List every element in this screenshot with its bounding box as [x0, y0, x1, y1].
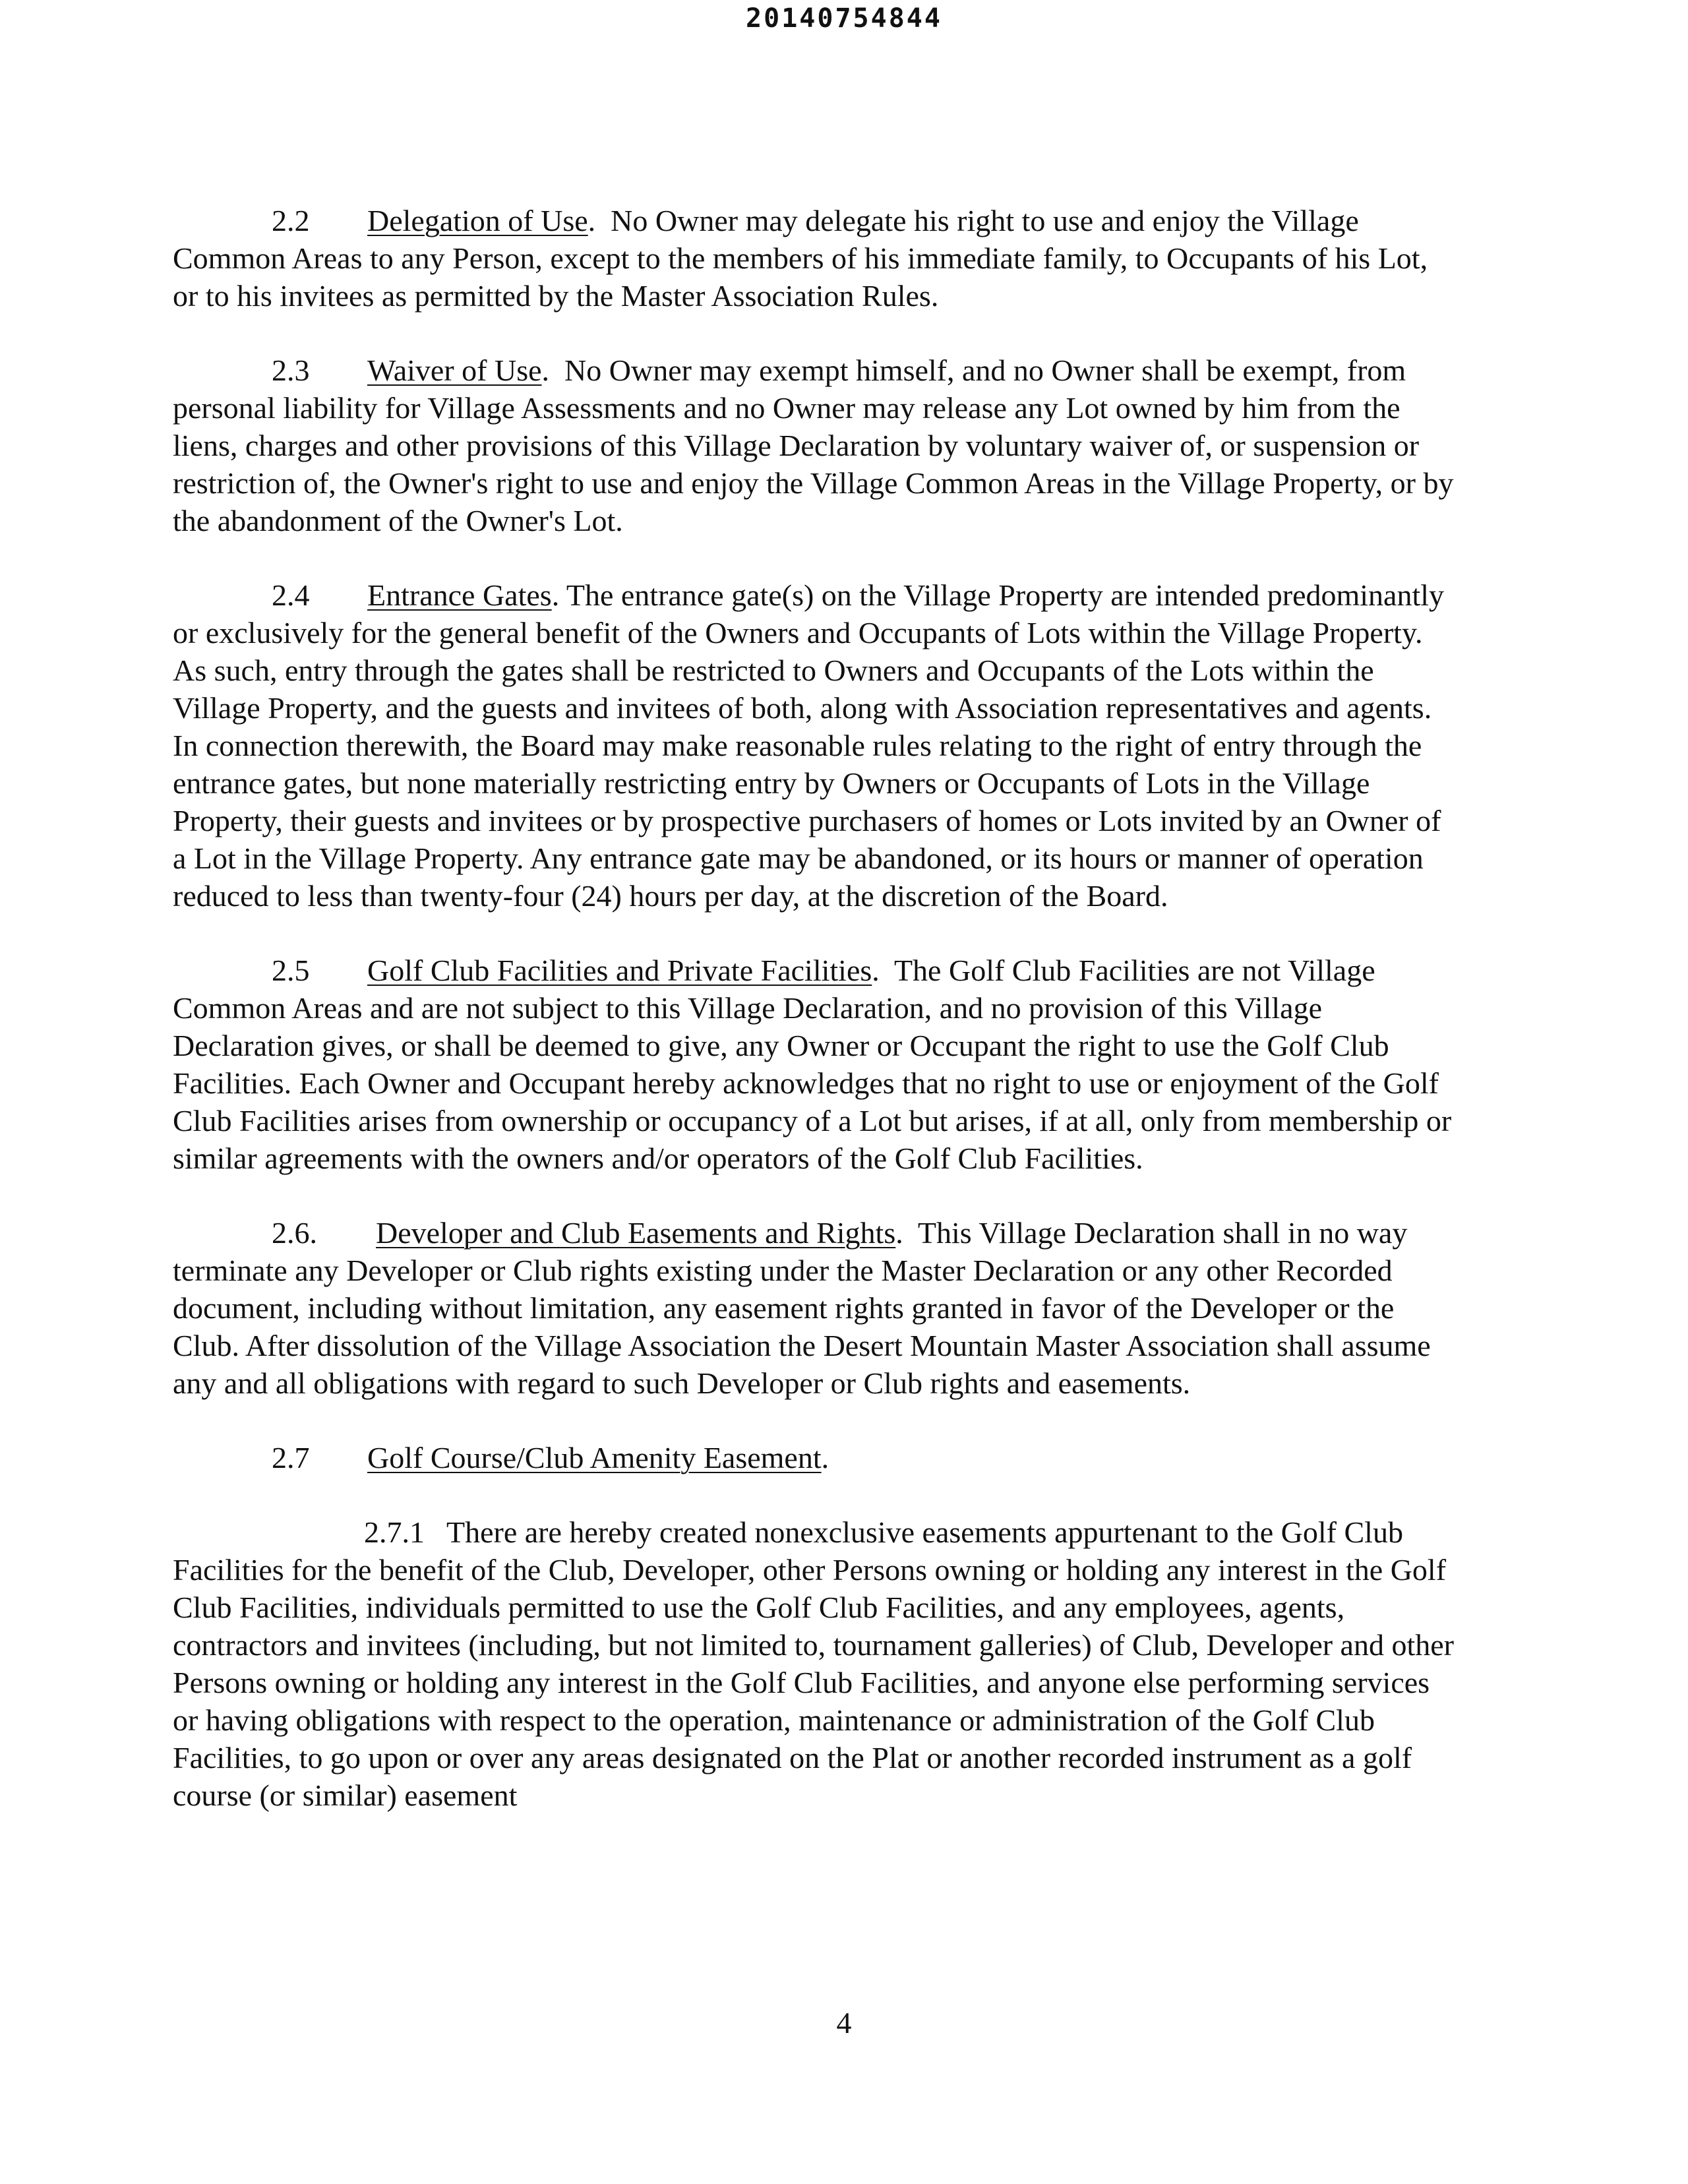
document-number: 20140754844 [746, 3, 942, 34]
section-2-5: 2.5 Golf Club Facilities and Private Facilities. The Golf Club Facilities are not Village Common Areas and are not subject to this Village Declaration, and no provision of this Village Declaration gives, or shall be deemed to give, any Owner or Occupant the right to use the Golf Club Facilities. Each Owner and Occupant hereby acknowledges that no right to use or enjoyment of the Golf Club Facilities arises from ownership or occupancy of a Lot but arises, if at all, only from membership or similar agreements with the owners and/or operators of the Golf Club Facilities. [173, 952, 1459, 1177]
section-2-3: 2.3 Waiver of Use. No Owner may exempt himself, and no Owner shall be exempt, from personal liability for Village Assessments and no Owner may release any Lot owned by him from the liens, charges and other provisions of this Village Declaration by voluntary waiver of, or suspension or restriction of, the Owner's right to use and enjoy the Village Common Areas in the Village Property, or by the abandonment of the Owner's Lot. [173, 351, 1459, 539]
section-heading: Entrance Gates [367, 578, 552, 612]
section-heading: Developer and Club Easements and Rights [376, 1216, 896, 1250]
section-text: The entrance gate(s) on the Village Property are intended predominantly or exclusively for the general benefit of the Owners and Occupants of Lots within the Village Property. As such, entry through the gates shall be restricted to Owners and Occupants of the Lots within the Village Property, and the guests and invitees of both, along with Association representatives and agents. In connection therewith, the Board may make reasonable rules relating to the right of entry through the entrance gates, but none materially restricting entry by Owners or Occupants of Lots in the Village Property, their guests and invitees or by prospective purchasers of homes or Lots invited by an Owner of a Lot in the Village Property. Any entrance gate may be abandoned, or its hours or manner of operation reduced to less than twenty-four (24) hours per day, at the discretion of the Board. [173, 578, 1445, 913]
section-number: 2.3 [272, 353, 310, 387]
section-2-4: 2.4 Entrance Gates. The entrance gate(s) on the Village Property are intended predominantly or exclusively for the general benefit of the Owners and Occupants of Lots within the Village Property. As such, entry through the gates shall be restricted to Owners and Occupants of the Lots within the Village Property, and the guests and invitees of both, along with Association representatives and agents. In connection therewith, the Board may make reasonable rules relating to the right of entry through the entrance gates, but none materially restricting entry by Owners or Occupants of Lots in the Village Property, their guests and invitees or by prospective purchasers of homes or Lots invited by an Owner of a Lot in the Village Property. Any entrance gate may be abandoned, or its hours or manner of operation reduced to less than twenty-four (24) hours per day, at the discretion of the Board. [173, 576, 1459, 915]
document-body [173, 202, 1459, 1851]
subsection-text: There are hereby created nonexclusive easements appurtenant to the Golf Club Facilities for the benefit of the Club, Developer, other Persons owning or holding any interest in the Golf Club Facilities, individuals permitted to use the Golf Club Facilities, and any employees, agents, contractors and invitees (including, but not limited to, tournament galleries) of Club, Developer and other Persons owning or holding any interest in the Golf Club Facilities, and anyone else performing services or having obligations with respect to the operation, maintenance or administration of the Golf Club Facilities, to go upon or over any areas designated on the Plat or another recorded instrument as a golf course (or similar) easement [173, 1515, 1454, 1812]
section-text: No Owner may delegate his right to use and enjoy the Village Common Areas to any Person, except to the members of his immediate family, to Occupants of his Lot, or to his invitees as permitted by the Master Association Rules. [173, 204, 1428, 313]
subsection-2-7-1 [173, 1513, 1459, 1814]
section-heading: Golf Club Facilities and Private Facilities [367, 954, 872, 987]
section-number: 2.6. [272, 1216, 317, 1250]
section-text: The Golf Club Facilities are not Village Common Areas and are not subject to this Village Declaration, and no provision of this Village Declaration gives, or shall be deemed to give, any Owner or Occupant the right to use the Golf Club Facilities. Each Owner and Occupant hereby acknowledges that no right to use or enjoyment of the Golf Club Facilities arises from ownership or occupancy of a Lot but arises, if at all, only from membership or similar agreements with the owners and/or operators of the Golf Club Facilities. [173, 954, 1452, 1175]
subsection-number: 2.7.1 [364, 1515, 425, 1549]
section-number: 2.7 [272, 1441, 310, 1474]
section-number: 2.5 [272, 954, 310, 987]
page-number: 4 [836, 2006, 852, 2040]
section-text: No Owner may exempt himself, and no Owner shall be exempt, from personal liability for Village Assessments and no Owner may release any Lot owned by him from the liens, charges and other provisions of this Village Declaration by voluntary waiver of, or suspension or restriction of, the Owner's right to use and enjoy the Village Common Areas in the Village Property, or by the abandonment of the Owner's Lot. [173, 353, 1454, 537]
section-text: This Village Declaration shall in no way terminate any Developer or Club rights existing under the Master Declaration or any other Recorded document, including without limitation, any easement rights granted in favor of the Developer or the Club. After dissolution of the Village Association the Desert Mountain Master Association shall assume any and all obligations with regard to such Developer or Club rights and easements. [173, 1216, 1431, 1400]
section-heading: Waiver of Use [367, 353, 542, 387]
section-heading: Delegation of Use [367, 204, 588, 237]
section-number: 2.2 [272, 204, 310, 237]
section-2-7: 2.7 Golf Course/Club Amenity Easement. [173, 1439, 1459, 1476]
section-number: 2.4 [272, 578, 310, 612]
section-heading: Golf Course/Club Amenity Easement [367, 1441, 822, 1474]
section-2-6: 2.6. Developer and Club Easements and Rights. This Village Declaration shall in no way terminate any Developer or Club rights existing under the Master Declaration or any other Recorded document, including without limitation, any easement rights granted in favor of the Developer or the Club. After dissolution of the Village Association the Desert Mountain Master Association shall assume any and all obligations with regard to such Developer or Club rights and easements. [173, 1214, 1459, 1402]
section-2-2: 2.2 Delegation of Use. No Owner may delegate his right to use and enjoy the Village Common Areas to any Person, except to the members of his immediate family, to Occupants of his Lot, or to his invitees as permitted by the Master Association Rules. [173, 202, 1459, 315]
